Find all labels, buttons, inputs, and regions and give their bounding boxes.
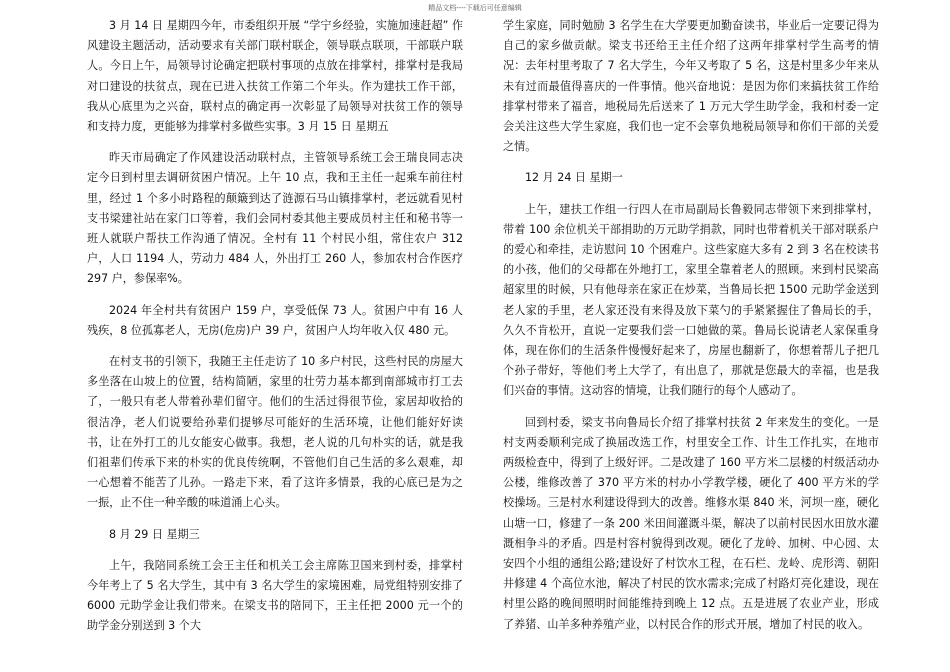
paragraph: 在村支书的引领下，我随王主任走访了 10 多户村民，这些村民的房屋大多坐落在山坡上的位置，结构简陋，家里的壮劳力基本都到南部城市打工去了，一般只有老人带着孙辈们留守。他们的生活过得很节俭，家居却收拾的很洁净，老人们说要给孙辈们提够尽可能好的生活环境，让他们能好好读书，让在外打工的儿女能安心做事。我想，老人说的几句朴实的话，就是我们祖辈们传承下来的朴实的优良传统啊，不管他们自己生活的多么艰难，却一心想着不能苦了儿孙。一路走下来，看了这许多情景，我的心底已是为之一振，止不住一种辛酸的味道涌上心头。 [87, 355, 463, 510]
paragraph: 3 月 14 日 星期四今年，市委组织开展 “学宁乡经验，实施加速赶超” 作风建设主题活动，活动要求有关部门联村联企，领导联点联项，干部联户联人。今日上午，局领导讨论确定把联村事项的点放在排掌村，排掌村是我局对口建设的扶贫点，现在已进入扶贫工作第二个年头。作为建扶工作干部，我从心底里为之兴奋，联村点的确定再一次彰显了局领导对扶贫工作的领导和支持力度，更能够为排掌村多做些实事。3 月 15 日 星期五 [87, 19, 463, 134]
left-column [87, 16, 463, 648]
paragraph: 昨天市局确定了作风建设活动联村点，主管领导系统工会王瑞良同志决定今日到村里去调研贫困户情况。上午 10 点，我和王主任一起乘车前往村里，经过 1 个多小时路程的颠簸到达了涟源石马山镇排掌村，老远就看见村支书梁建社站在家门口等着，我们会同村委其他主要成员村主任和秘书等一班人就联户帮扶工作沟通了情况。全村有 11 个村民小组，常住农户 312 户，人口 1194 人，劳动力 484 人，外出打工 260 人，参加农村合作医疗 297 户，参保率%。 [87, 151, 463, 286]
paragraph: 2024 年全村共有贫困户 159 户，享受低保 73 人。贫困户中有 16 人残疾，8 位孤寡老人，无房(危房)户 39 户，贫困户人均年收入仅 480 元。 [87, 303, 463, 337]
paragraph: 上午，我陪同系统工会王主任和机关工会主席陈卫国来到村委，排掌村今年考上了 5 名大学生，其中有 3 名大学生的家境困难，局党组特别安排了 6000 元助学金让我们带来。在梁支书的陪同下，王主任把 2000 元一个的助学金分别送到 3 个大 [87, 558, 463, 633]
page-header: 精品文档----下载后可任意编辑 [428, 4, 522, 12]
paragraph: 回到村委，梁支书向鲁局长介绍了排掌村扶贫 2 年来发生的变化。一是村支两委顺利完成了换届改选工作，村里安全工作、计生工作扎实，在地市两级检查中，得到了上级好评。二是改建了 160 平方米二层楼的村级活动办公楼，维修改善了 370 平方米的村办小学教学楼，硬化了 400 平方米的学校操场。三是村水利建设得到大的改善。维修水渠 840 米，河坝一座，硬化山塘一口，修建了一条 200 米田间灌溉斗渠，解决了以前村民因水田放水灌溉相争斗的矛盾。四是村容村貌得到改观。硬化了龙岭、加树、中心园、太安四个小组的通组公路;建设好了村饮水工程，在石栏、龙岭、虎形湾、朝阳井修建 4 个高位水池，解决了村民的饮水需求;完成了村路灯亮化建设，现在村里公路的晚间照明时间能维持到晚上 12 点。五是进展了农业产业，形成了养猪、山羊多种养殖产业，以村民合作的形式开展，增加了村民的收入。 [503, 415, 879, 631]
right-column [503, 16, 879, 646]
paragraph: 上午，建扶工作组一行四人在市局副局长鲁毅同志带领下来到排掌村，带着 100 余位机关干部捐助的万元助学捐款，同时也带着机关干部对联系户的爱心和牵挂，走访慰问 10 个困难户。这些家庭大多有 2 到 3 名在校读书的小孩，他们的父母都在外地打工，家里全靠着老人的照顾。来到村民梁高超家里的时候，只有他母亲在家正在炒菜，当鲁局长把 1500 元助学金送到老人家的手里，老人家还没有来得及放下菜勺的手紧紧握住了鲁局长的手，久久不肯松开，直说一定要我们尝一口她做的菜。鲁局长说请老人家保重身体，现在你们的生活条件慢慢好起来了，房屋也翻新了，你想着帮儿子把几个孙子带好，等他们考上大学了，有出息了，那就是您最大的幸福，也是我们兴奋的事情。这动容的情境，让我们随行的每个人感动了。 [503, 202, 879, 398]
date-heading: 12 月 24 日 星期一 [525, 171, 623, 185]
date-heading: 8 月 29 日 星期三 [109, 527, 200, 541]
paragraph: 学生家庭，同时勉励 3 名学生在大学要更加勤奋读书，毕业后一定要记得为自己的家乡做贡献。梁支书还给王主任介绍了这两年排掌村学生高考的情况：去年村里考取了 7 名大学生，今年又考取了 5 名，这是村里多少年来从未有过而最值得喜庆的一件事情。他兴奋地说：是因为你们来搞扶贫工作给排掌村带来了福音，地税局先后送来了 1 万元大学生助学金，我和村委一定会关注这些大学生家庭，我们也一定不会辜负地税局领导和你们干部的关爱之情。 [503, 19, 879, 154]
